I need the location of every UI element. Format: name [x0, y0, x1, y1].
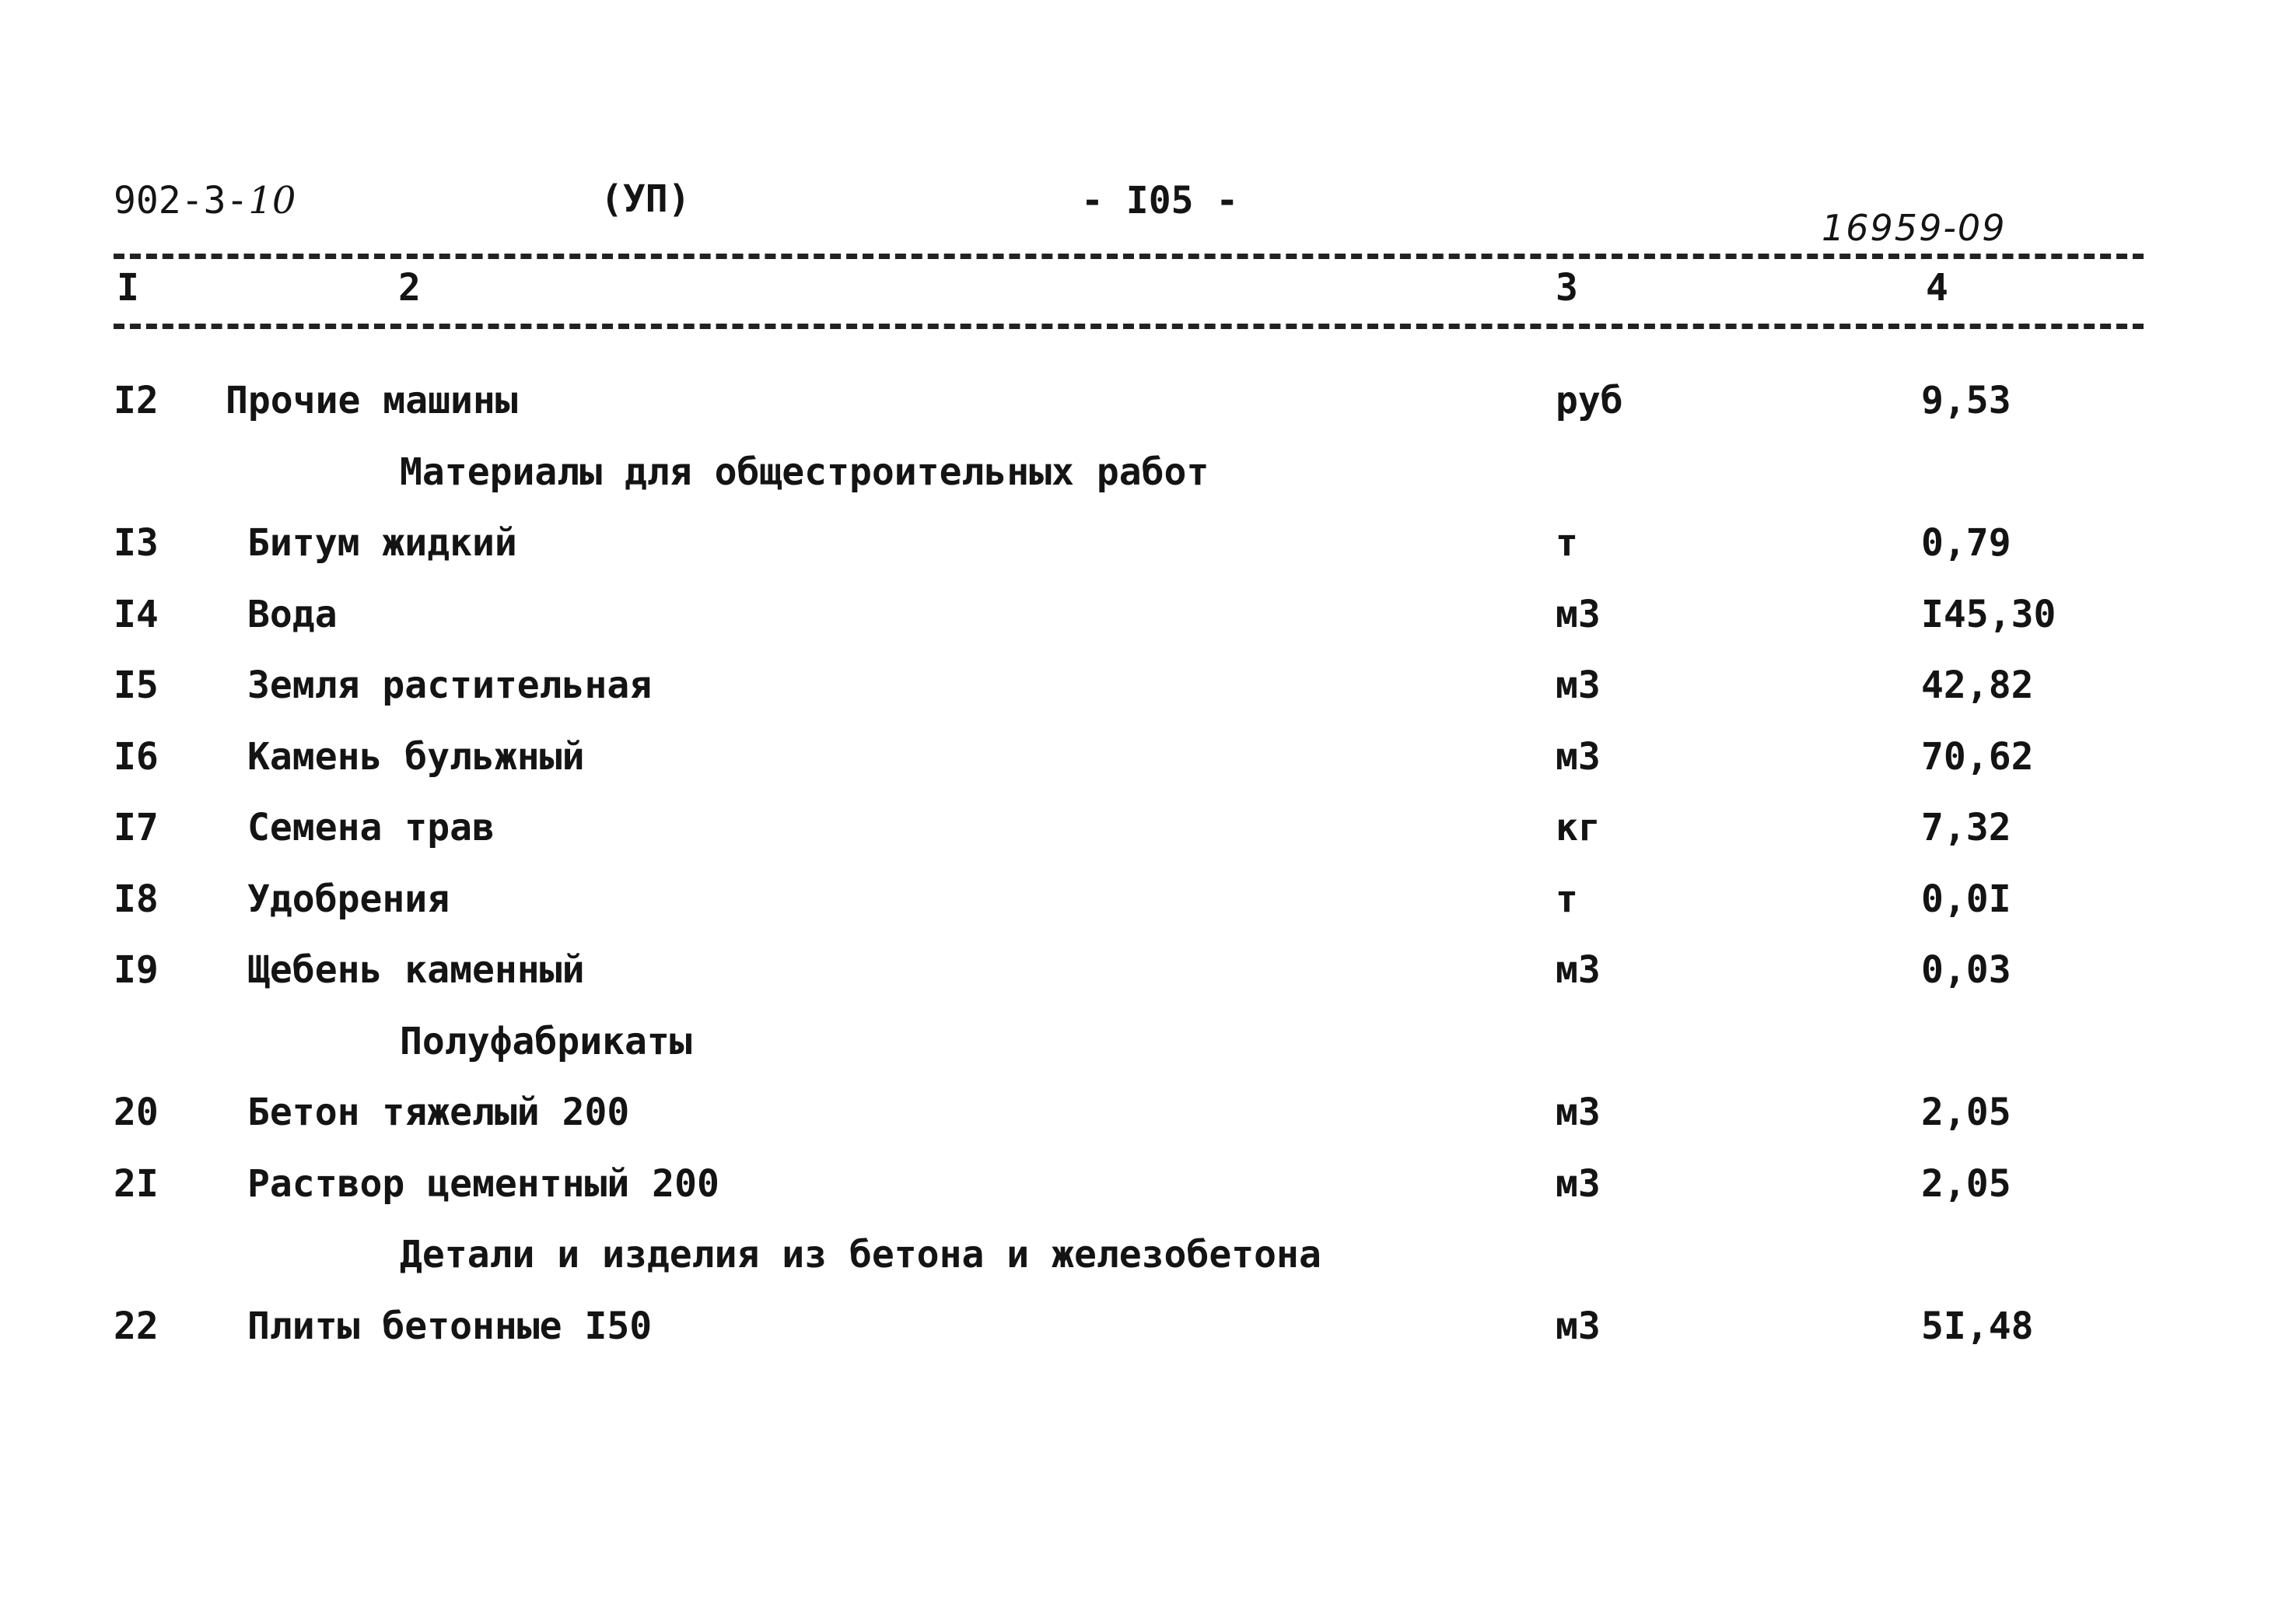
item-unit: м3 [1556, 1091, 1601, 1134]
table-row [0, 658, 2296, 730]
item-value: 0,03 [1921, 948, 2011, 992]
item-name: Плиты бетонные I50 [247, 1304, 653, 1348]
item-name: Битум жидкий [247, 521, 517, 565]
row-number: I2 [114, 379, 159, 422]
document-code [114, 179, 296, 222]
row-number: 2I [114, 1161, 159, 1206]
table-row [0, 1085, 2296, 1157]
header-divider-bottom [114, 324, 2144, 329]
item-name: Щебень каменный [247, 948, 585, 992]
item-unit: т [1556, 877, 1578, 921]
item-value: 0,0I [1921, 877, 2011, 921]
item-value: 42,82 [1921, 664, 2034, 707]
item-unit: м3 [1556, 734, 1601, 779]
materials-table [0, 373, 2296, 1370]
item-name: Семена трав [247, 806, 495, 849]
row-number: I4 [114, 592, 159, 636]
item-unit: кг [1556, 806, 1601, 849]
item-unit: м3 [1556, 1304, 1601, 1348]
item-value: 9,53 [1921, 379, 2011, 422]
item-value: 2,05 [1921, 1161, 2011, 1206]
series-label: (УП) [600, 177, 691, 221]
column-header-1: I [117, 266, 139, 310]
section-title: Материалы для общестроительных работ [400, 450, 1209, 494]
document-code-prefix: 902-3- [114, 179, 249, 222]
item-unit: руб [1556, 379, 1623, 422]
section-heading-row [0, 1014, 2296, 1086]
table-row [0, 872, 2296, 944]
column-header-3: 3 [1556, 266, 1578, 310]
section-heading-row [0, 1228, 2296, 1299]
item-name: Земля растительная [247, 664, 653, 707]
column-header-4: 4 [1926, 266, 1948, 310]
table-row [0, 1299, 2296, 1371]
item-unit: т [1556, 521, 1578, 565]
document-number: 16959-09 [1822, 207, 2007, 249]
item-unit: м3 [1556, 592, 1601, 636]
row-number: I3 [114, 521, 159, 565]
document-code-handwritten: 10 [248, 179, 296, 222]
table-row [0, 943, 2296, 1014]
item-value: 7,32 [1921, 806, 2011, 849]
item-value: 0,79 [1921, 521, 2011, 565]
item-name: Вода [247, 592, 338, 636]
item-name: Раствор цементный 200 [247, 1161, 719, 1206]
row-number: 22 [114, 1304, 159, 1348]
item-value: 5I,48 [1921, 1304, 2034, 1348]
row-number: I7 [114, 806, 159, 849]
item-unit: м3 [1556, 1161, 1601, 1206]
table-row [0, 1157, 2296, 1228]
item-unit: м3 [1556, 948, 1601, 992]
section-heading-row [0, 445, 2296, 517]
column-header-2: 2 [398, 266, 421, 310]
row-number: I8 [114, 877, 159, 921]
item-value: 2,05 [1921, 1091, 2011, 1134]
item-value: I45,30 [1921, 592, 2056, 636]
page-number: - I05 - [1081, 179, 1239, 222]
item-name: Камень бульжный [247, 734, 585, 779]
table-row [0, 730, 2296, 801]
item-name: Бетон тяжелый 200 [247, 1091, 630, 1134]
table-row [0, 516, 2296, 587]
item-value: 70,62 [1921, 734, 2034, 779]
item-name: Удобрения [247, 877, 450, 921]
table-row [0, 373, 2296, 445]
item-name: Прочие машины [226, 379, 518, 422]
table-row [0, 587, 2296, 659]
row-number: I6 [114, 734, 159, 779]
section-title: Полуфабрикаты [400, 1019, 692, 1063]
row-number: I9 [114, 948, 159, 992]
row-number: I5 [114, 664, 159, 707]
row-number: 20 [114, 1091, 159, 1134]
section-title: Детали и изделия из бетона и железобетона [400, 1233, 1321, 1277]
table-row [0, 800, 2296, 872]
header-divider-top [114, 254, 2144, 259]
item-unit: м3 [1556, 664, 1601, 707]
